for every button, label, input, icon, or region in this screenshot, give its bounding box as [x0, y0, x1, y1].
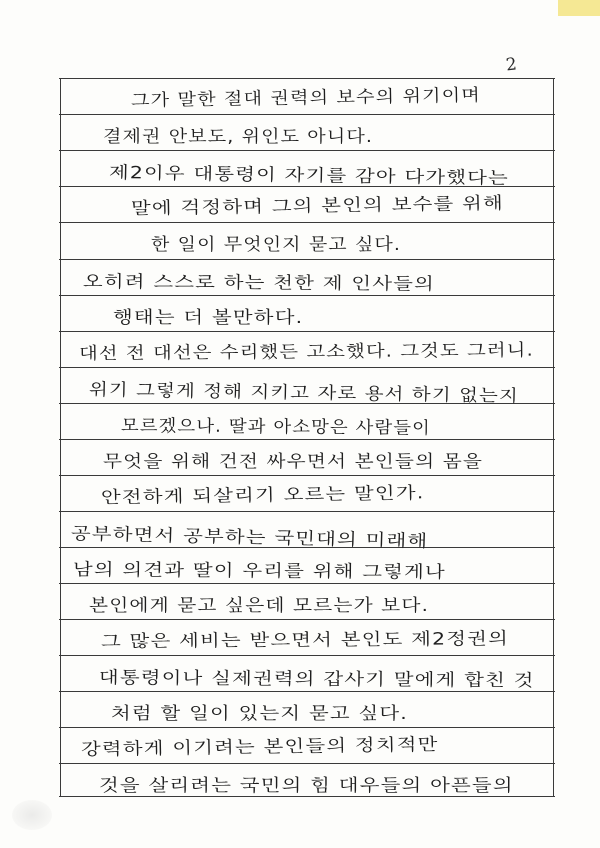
- handwritten-line: 그가 말한 절대 권력의 보수의 위기이며: [130, 85, 482, 111]
- ruled-line: [59, 583, 555, 584]
- handwritten-line: 처럼 할 일이 있는지 묻고 싶다.: [111, 704, 408, 724]
- handwritten-line: 공부하면서 공부하는 국민대의 미래해: [70, 524, 429, 552]
- handwritten-line: 위기 그렇게 정해 지키고 자로 용서 하기 없는지: [88, 380, 520, 407]
- ruled-line: [59, 763, 555, 764]
- handwritten-line: 대통령이나 실제권력의 갑사기 말에게 합친 것: [98, 668, 535, 692]
- ruled-line: [59, 331, 555, 332]
- paper-smudge: [12, 800, 52, 830]
- handwritten-line: 본인에게 묻고 싶은데 모르는가 보다.: [89, 596, 430, 616]
- ruled-line: [59, 295, 555, 296]
- ruled-sheet: [60, 78, 554, 796]
- ruled-line: [59, 367, 555, 368]
- handwritten-line: 결제권 안보도, 위인도 아니다.: [103, 127, 374, 147]
- handwritten-line: 무엇을 위해 건전 싸우면서 본인들의 몸을: [103, 452, 484, 472]
- handwritten-line: 행태는 더 볼만하다.: [113, 308, 304, 328]
- handwritten-line: 그 많은 세비는 받으면서 본인도 제2정권의: [100, 629, 510, 652]
- ruled-line: [59, 475, 555, 476]
- handwritten-line: 제2이우 대통령이 자기를 감아 다가했다는: [108, 163, 510, 189]
- ruled-line: [59, 439, 555, 440]
- ruled-line: [59, 78, 555, 79]
- ruled-line: [59, 114, 555, 115]
- handwritten-line: 남의 의견과 딸이 우리를 위해 그렇게나: [72, 560, 447, 583]
- handwritten-line: 대선 전 대선은 수리했든 고소했다. 그것도 그러니.: [78, 340, 534, 364]
- handwritten-line: 것을 살리려는 국민의 힘 대우들의 아픈들의: [99, 776, 514, 796]
- handwritten-line: 오히려 스스로 하는 천한 제 인사들의: [82, 272, 436, 295]
- handwritten-line: 한 일이 무엇인지 묻고 싶다.: [151, 235, 402, 255]
- paper-edge-tab: [558, 0, 600, 16]
- ruled-line: [59, 150, 555, 151]
- ruled-line: [59, 511, 555, 512]
- ruled-line: [59, 691, 555, 692]
- ruled-line: [59, 222, 555, 223]
- page-number: 2: [504, 54, 518, 76]
- handwritten-line: 강력하게 이기려는 본인들의 정치적만: [80, 734, 439, 760]
- handwritten-line: 모르겠으나. 딸과 아소망은 사람들이: [120, 416, 431, 439]
- handwritten-line: 말에 걱정하며 그의 본인의 보수를 위해: [130, 193, 505, 219]
- ruled-line: [59, 259, 555, 260]
- ruled-line: [59, 619, 555, 620]
- handwritten-line: 안전하게 되살리기 오르는 말인가.: [100, 483, 425, 508]
- ruled-line: [59, 727, 555, 728]
- ruled-line: [59, 796, 555, 797]
- ruled-line: [59, 655, 555, 656]
